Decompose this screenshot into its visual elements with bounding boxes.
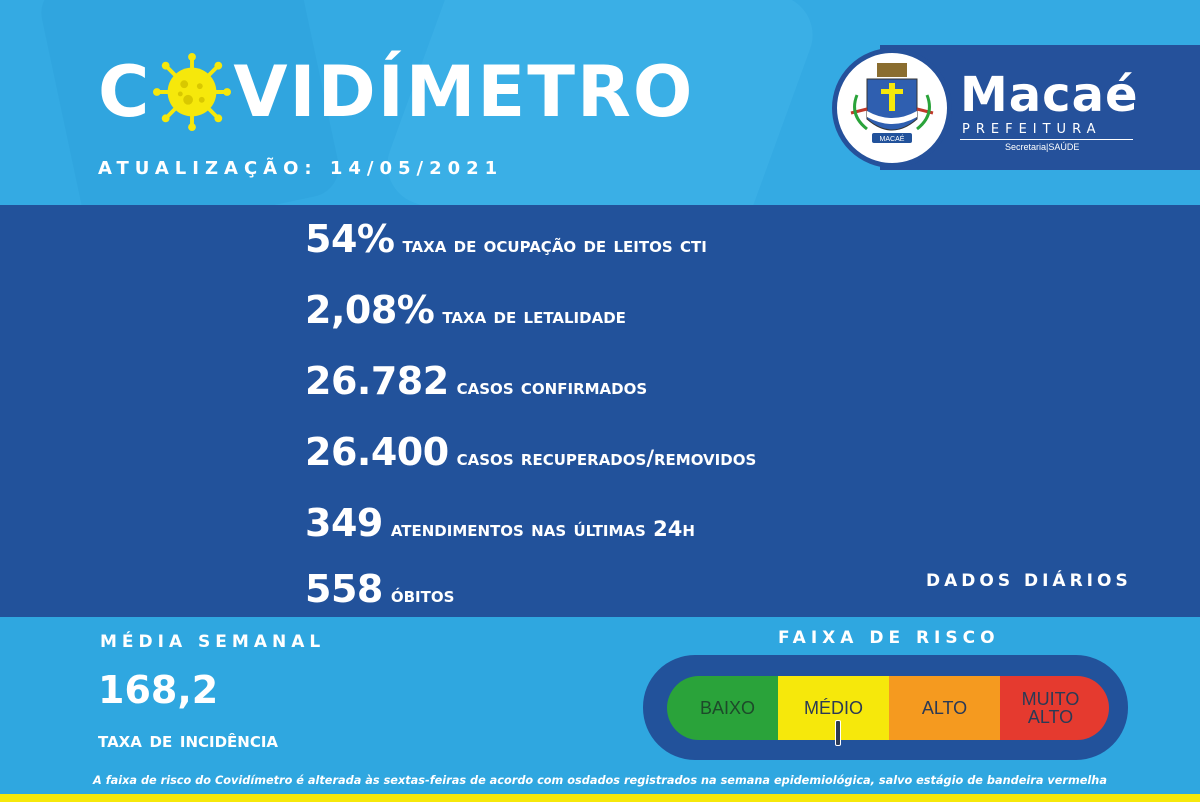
seal-text: MACAÉ — [879, 136, 905, 143]
logo-subtitle: PREFEITURA — [962, 122, 1102, 137]
stat-label: atendimentos nas últimas 24h — [390, 517, 695, 541]
stat-label: taxa de ocupação de leitos cti — [402, 233, 707, 257]
stat-value: 2,08% — [305, 288, 435, 332]
stat-deaths — [305, 567, 454, 611]
stat-confirmed — [305, 359, 647, 403]
stat-value: 26.782 — [305, 359, 449, 403]
title-prefix: C — [98, 51, 152, 133]
virus-icon — [153, 53, 231, 131]
update-date: ATUALIZAÇÃO: 14/05/2021 — [98, 158, 504, 179]
risk-level-high: ALTO — [889, 676, 1000, 740]
risk-level-low: BAIXO — [667, 676, 778, 740]
stat-label: casos recuperados/removidos — [456, 446, 757, 470]
footer-note: A faixa de risco do Covidímetro é alterada às sextas-feiras de acordo com osdados registrados na semana epidemiológica, salvo estágio de bandeira vermelha — [93, 774, 1107, 787]
stat-icu-occupancy — [305, 217, 707, 261]
risk-gauge-bar — [667, 676, 1109, 740]
coat-of-arms-icon — [837, 53, 947, 163]
weekly-average-value: 168,2 — [98, 668, 219, 712]
stat-recovered — [305, 430, 756, 474]
city-seal — [832, 48, 952, 168]
footer-bar — [0, 794, 1200, 802]
risk-level-medium: MÉDIO — [778, 676, 889, 740]
risk-needle — [835, 720, 841, 746]
stat-value: 349 — [305, 501, 383, 545]
daily-data-label: DADOS DIÁRIOS — [926, 571, 1132, 591]
incidence-caption: taxa de incidência — [98, 728, 279, 753]
title-suffix: VIDÍMETRO — [233, 51, 695, 133]
weekly-average-label: MÉDIA SEMANAL — [100, 632, 326, 652]
risk-level-very-high: MUITO ALTO — [1000, 676, 1109, 740]
logo-secretaria: Secretaria|SAÚDE — [1005, 142, 1080, 152]
stat-appointments — [305, 501, 695, 545]
risk-title: FAIXA DE RISCO — [778, 628, 1000, 648]
page-title — [98, 52, 694, 132]
stat-value: 558 — [305, 567, 383, 611]
stat-value: 54% — [305, 217, 395, 261]
stat-value: 26.400 — [305, 430, 449, 474]
divider — [960, 139, 1133, 140]
stat-label: taxa de letalidade — [442, 304, 626, 328]
stat-label: óbitos — [390, 583, 455, 607]
stat-lethality — [305, 288, 626, 332]
stat-label: casos confirmados — [456, 375, 648, 399]
logo-name: Macaé — [960, 67, 1139, 123]
stats-panel — [0, 205, 1200, 617]
